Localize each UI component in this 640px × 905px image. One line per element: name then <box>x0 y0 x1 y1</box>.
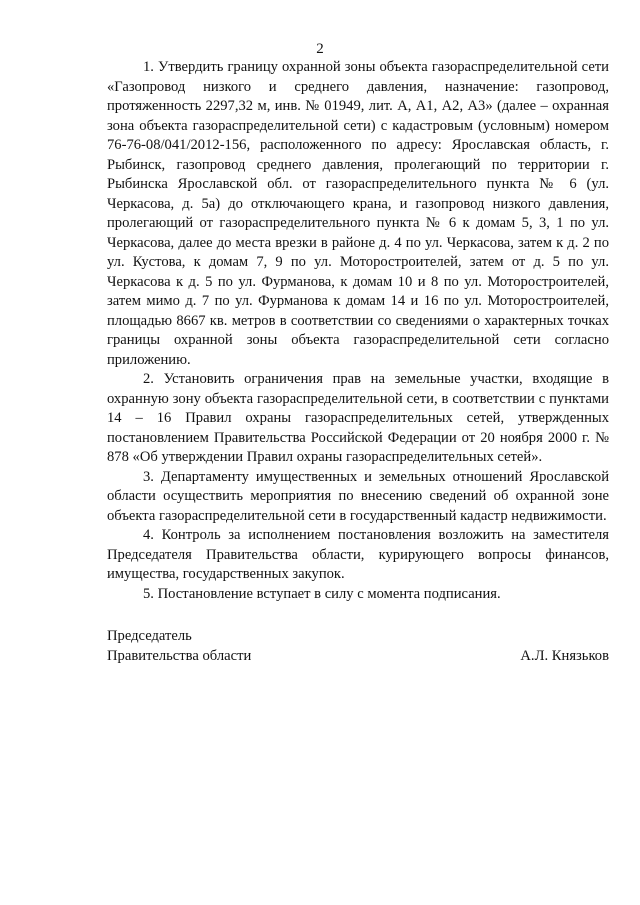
paragraph-5: 5. Постановление вступает в силу с момента подписания. <box>143 585 501 602</box>
signatory-title-line-1: Председатель <box>107 628 192 644</box>
signatory-title-line-2: Правительства области <box>107 648 252 664</box>
document-body <box>107 58 609 604</box>
paragraph-4: 4. Контроль за исполнением постановления возложить на заместителя Председателя Правительства области, курирующего вопросы финансов, имущества, государственных закупок. <box>107 527 609 582</box>
signatory-name: А.Л. Князьков <box>520 648 609 664</box>
signature-line <box>107 646 609 666</box>
signature-block <box>107 626 609 666</box>
paragraph-3: 3. Департаменту имущественных и земельных отношений Ярославской области осуществить мероприятия по внесению сведений об охранной зоне объекта газораспределительной сети в государственный кадастр недвижимости. <box>107 468 609 524</box>
paragraph-1: 1. Утвердить границу охранной зоны объекта газораспределительной сети «Газопровод низкого и среднего давления, назначение: газопровод, протяженность 2297,32 м, инв. № 01949, лит. А, А1, А2, А3» (далее – охранная зона объекта газораспределительной сети) с кадастровым (условным) номером 76-76-08/041/2012-156, расположенного по адресу: Ярославская область, г. Рыбинск, газопровод среднего давления, пролегающий по территории г. Рыбинска Ярославской обл. от газораспределительного пункта № 6 (ул. Черкасова, д. 5а) до отключающего крана, и газопровод низкого давления, пролегающий от газораспределительного пункта № 6 к домам 5, 3, 1 по ул. Черкасова, далее до места врезки в районе д. 4 по ул. Черкасова, затем к д. 2 по ул. Кустова, к домам 7, 9 по ул. Моторостроителей, затем от д. 5 по ул. Черкасова к д. 5 по ул. Фурманова, к домам 10 и 8 по ул. Моторостроителей, затем мимо д. 7 по ул. Фурманова к домам 14 и 16 по ул. Моторостроителей, площадью 8667 кв. метров в соответствии со сведениями о характерных точках границы охранной зоны объекта газораспределительной сети согласно приложению. <box>107 59 609 368</box>
page-number: 2 <box>316 41 324 57</box>
paragraph-2: 2. Установить ограничения прав на земельные участки, входящие в охранную зону объекта газораспределительной сети, в соответствии с пунктами 14 – 16 Правил охраны газораспределительных сетей, утвержденных постановлением Правительства Российской Федерации от 20 ноября 2000 г. № 878 «Об утверждении Правил охраны газораспределительных сетей». <box>107 371 609 465</box>
